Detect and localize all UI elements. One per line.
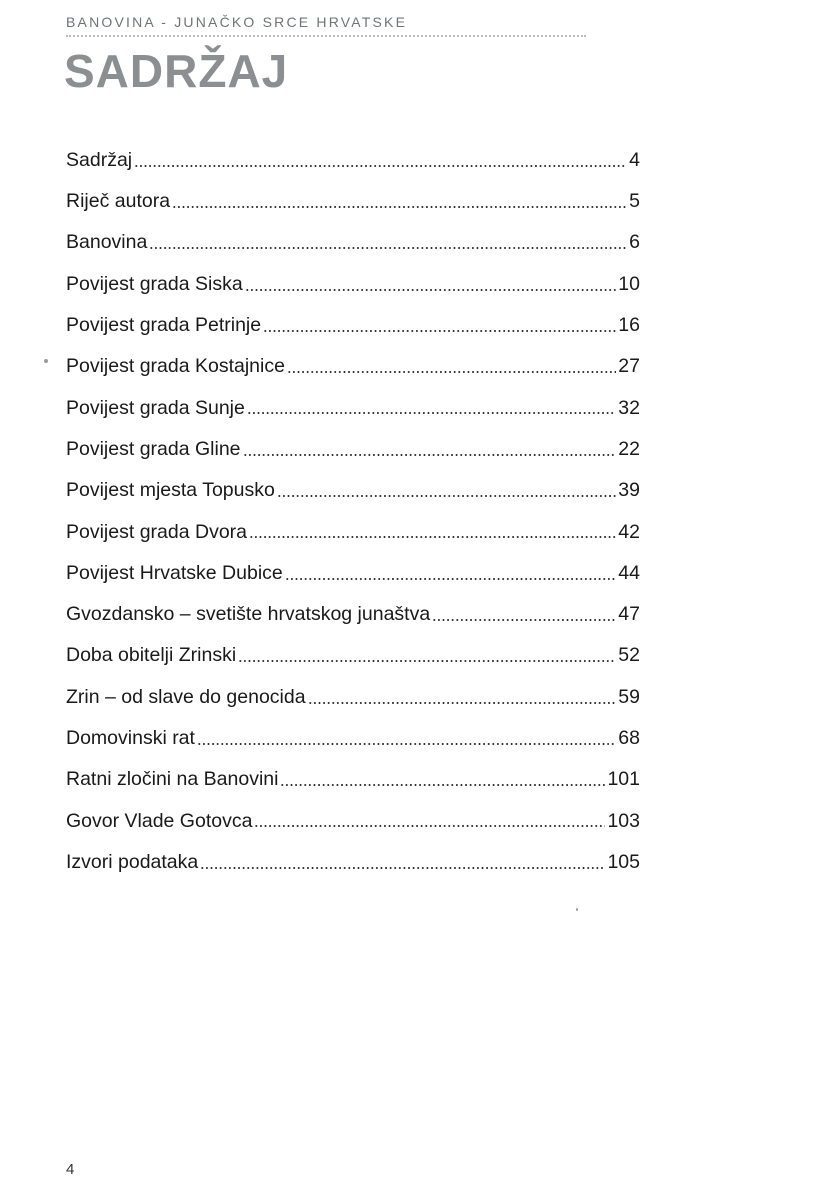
toc-entry-title: Domovinski rat <box>66 727 195 750</box>
toc-entry[interactable] <box>66 842 640 883</box>
toc-entry-title: Povijest grada Kostajnice <box>66 355 285 378</box>
dot-leader <box>308 702 617 704</box>
dot-leader <box>285 578 617 580</box>
toc-entry-title: Povijest grada Dvora <box>66 520 248 543</box>
toc-entry-title: Povijest Hrvatske Dubice <box>66 561 283 584</box>
toc-entry-title: Govor Vlade Gotovca <box>66 809 253 832</box>
dot-leader <box>243 454 617 456</box>
toc-entry-page: 68 <box>618 727 640 750</box>
toc-entry-title: Povijest grada Gline <box>66 437 241 460</box>
toc-entry-title: Povijest grada Petrinje <box>66 314 262 337</box>
scan-speck <box>44 359 48 363</box>
page-title: SADRŽAJ <box>64 45 289 97</box>
toc-entry-page: 44 <box>618 561 640 584</box>
toc-entry[interactable] <box>66 305 640 346</box>
dot-leader <box>247 412 616 414</box>
toc-entry-page: 32 <box>618 396 640 419</box>
toc-entry-page: 101 <box>607 768 640 791</box>
toc-entry-page: 52 <box>618 644 640 667</box>
dot-leader <box>287 371 616 373</box>
page-number: 4 <box>66 1161 75 1178</box>
toc-entry[interactable] <box>66 553 640 594</box>
toc-entry[interactable] <box>66 388 640 429</box>
toc-entry-page: 22 <box>618 437 640 460</box>
toc-entry-title: Riječ autora <box>66 190 171 213</box>
toc-entry[interactable] <box>66 264 640 305</box>
toc-entry[interactable] <box>66 512 640 553</box>
dot-leader <box>277 495 616 497</box>
toc-entry[interactable] <box>66 636 640 677</box>
dot-leader <box>200 867 605 869</box>
toc-entry[interactable] <box>66 470 640 511</box>
running-header: BANOVINA - JUNAČKO SRCE HRVATSKE <box>66 14 586 37</box>
toc-entry[interactable] <box>66 346 640 387</box>
toc-entry-page: 59 <box>618 685 640 708</box>
toc-entry-title: Gvozdansko – svetište hrvatskog junaštva <box>66 603 431 626</box>
toc-entry-title: Ratni zločini na Banovini <box>66 768 279 791</box>
toc-entry-title: Izvori podataka <box>66 850 199 873</box>
toc-entry[interactable] <box>66 759 640 800</box>
toc-entry-page: 5 <box>629 190 640 213</box>
toc-entry-page: 103 <box>607 809 640 832</box>
toc-entry[interactable] <box>66 223 640 264</box>
dot-leader <box>197 743 616 745</box>
dot-leader <box>263 330 616 332</box>
toc-entry-page: 47 <box>618 603 640 626</box>
toc-entry-title: Zrin – od slave do genocida <box>66 685 306 708</box>
dot-leader <box>172 206 627 208</box>
toc-entry-page: 4 <box>629 148 640 171</box>
toc-entry-title: Povijest mjesta Topusko <box>66 479 275 502</box>
toc-entry-title: Doba obitelji Zrinski <box>66 644 237 667</box>
toc-entry-title: Banovina <box>66 231 148 254</box>
toc-entry-page: 6 <box>629 231 640 254</box>
toc-entry-page: 105 <box>607 850 640 873</box>
toc-entry-page: 42 <box>618 520 640 543</box>
toc-entry[interactable] <box>66 181 640 222</box>
dot-leader <box>280 784 605 786</box>
scan-speck <box>576 908 578 911</box>
toc-entry-title: Povijest grada Siska <box>66 272 243 295</box>
dot-leader <box>254 825 605 827</box>
dot-leader <box>249 536 616 538</box>
toc-entry-title: Povijest grada Sunje <box>66 396 245 419</box>
dot-leader <box>238 660 616 662</box>
toc-entry[interactable] <box>66 594 640 635</box>
toc-entry-page: 16 <box>618 314 640 337</box>
dot-leader <box>245 289 617 291</box>
toc-entry-page: 39 <box>618 479 640 502</box>
toc-entry-page: 27 <box>618 355 640 378</box>
toc-entry[interactable] <box>66 140 640 181</box>
toc-entry-page: 10 <box>618 272 640 295</box>
toc-entry-title: Sadržaj <box>66 148 133 171</box>
table-of-contents <box>66 140 640 883</box>
dot-leader <box>432 619 616 621</box>
dot-leader <box>134 165 627 167</box>
dot-leader <box>149 247 627 249</box>
toc-entry[interactable] <box>66 718 640 759</box>
toc-entry[interactable] <box>66 677 640 718</box>
toc-entry[interactable] <box>66 429 640 470</box>
toc-entry[interactable] <box>66 801 640 842</box>
